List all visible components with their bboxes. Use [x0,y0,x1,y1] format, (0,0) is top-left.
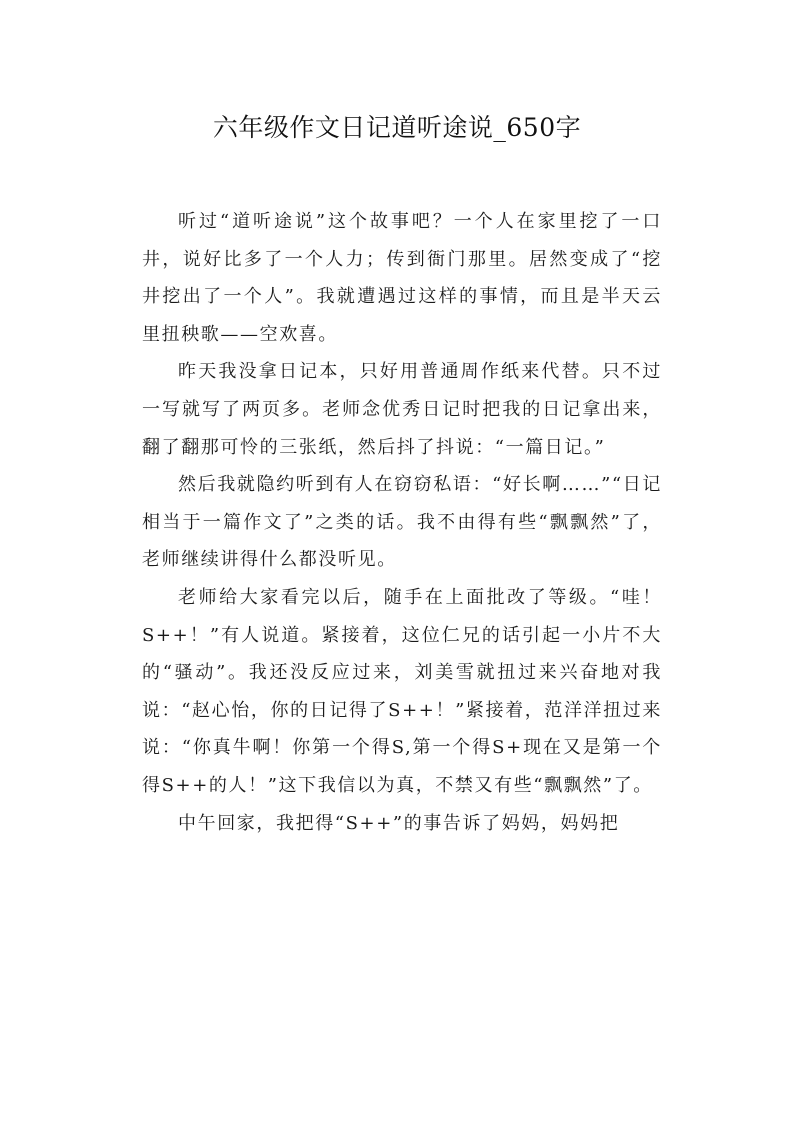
document-title: 六年级作文日记道听途说_650字 [212,113,582,142]
paragraph-5: 中午回家，我把得“S++”的事告诉了妈妈，妈妈把 [178,812,620,834]
paragraph-4: 老师给大家看完以后，随手在上面批改了等级。“哇！S++！”有人说道。紧接着，这位仁兄的话引起一小片不大的“骚动”。我还没反应过来，刘美雪就扭过来兴奋地对我说：“赵心怡，你的日记得了S++！”紧接着，范洋洋扭过来说：“你真牛啊！你第一个得S,第一个得S+现在又是第一个得S++的人！”这下我信以为真，不禁又有些“飘飘然”了。 [142,586,662,796]
paragraph-2: 昨天我没拿日记本，只好用普通周作纸来代替。只不过一写就写了两页多。老师念优秀日记时把我的日记拿出来，翻了翻那可怜的三张纸，然后抖了抖说：“一篇日记。” [142,361,662,458]
paragraph-3: 然后我就隐约听到有人在窃窃私语：“好长啊……”“日记相当于一篇作文了”之类的话。我不由得有些“飘飘然”了，老师继续讲得什么都没听见。 [142,474,662,571]
document-body [142,203,662,842]
paragraph-1: 听过“道听途说”这个故事吧？一个人在家里挖了一口井，说好比多了一个人力；传到衙门那里。居然变成了“挖井挖出了一个人”。我就遭遇过这样的事情，而且是半天云里扭秧歌——空欢喜。 [142,211,662,345]
